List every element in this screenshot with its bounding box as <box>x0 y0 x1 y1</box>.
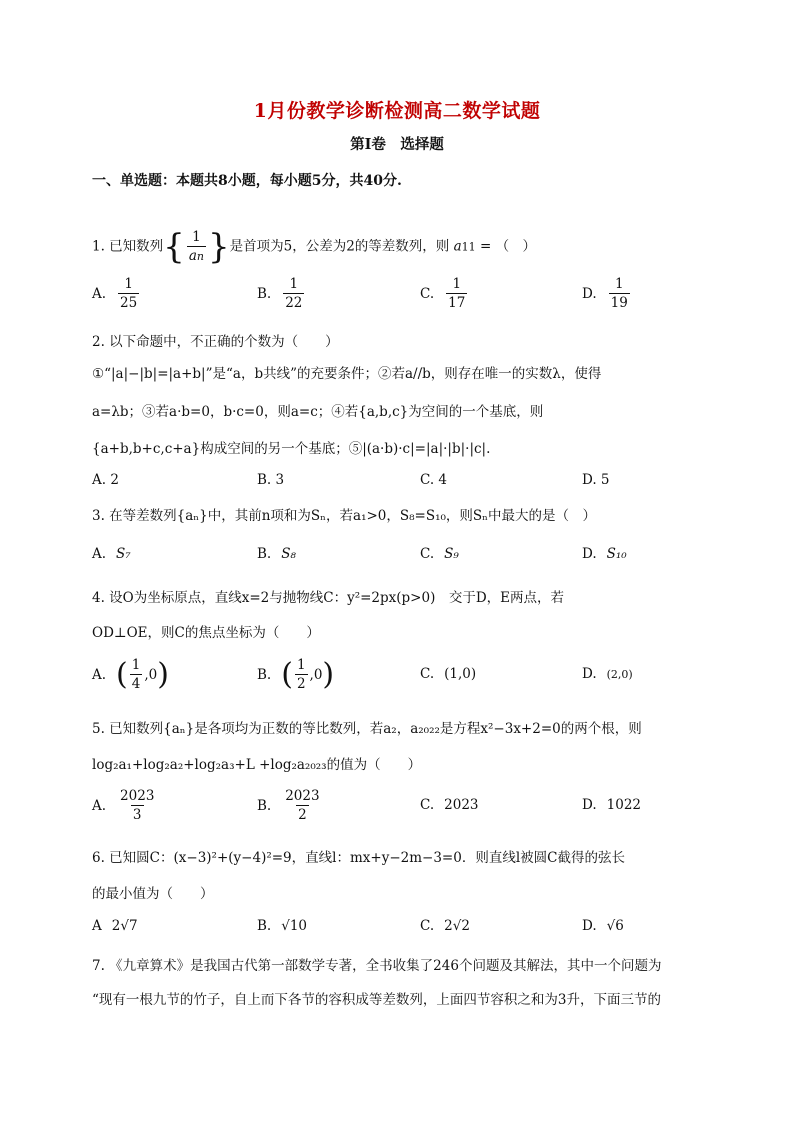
question-6-option-b[interactable]: B. √10 <box>257 918 307 934</box>
question-2-line-2: a=λb；③若a·b=0，b·c=0，则a=c；④若{a,b,c}为空间的一个基底，则 <box>92 404 544 420</box>
question-6-options <box>92 918 732 958</box>
question-4-option-b[interactable]: B. ( $\frac{1}{2}$ ,0 ) <box>257 656 335 692</box>
question-6-option-c[interactable]: C. 2√2 <box>420 918 470 934</box>
question-5-options <box>92 787 732 827</box>
question-4-options <box>92 656 732 696</box>
question-6-line-2: 的最小值为（ ） <box>92 886 214 902</box>
section-heading: 一、单选题：本题共8小题，每小题5分，共40分. <box>92 173 402 189</box>
question-1-option-a[interactable]: A. $\frac{1}{25}$ <box>92 276 138 311</box>
question-7-line-2: “现有一根九节的竹子，自上而下各节的容积成等差数列，上面四节容积之和为3升，下面三节的 <box>92 992 661 1008</box>
question-5-option-d[interactable]: D. 1022 <box>582 797 641 813</box>
question-3-option-b[interactable]: B. S₈ <box>257 546 296 562</box>
question-4-option-a[interactable]: A. ( $\frac{1}{4}$ ,0 ) <box>92 656 169 692</box>
exam-title: 1月份教学诊断检测高二数学试题 <box>253 100 541 122</box>
question-4-line-2: OD⊥OE，则C的焦点坐标为（ ） <box>92 625 320 641</box>
question-5-option-b[interactable]: B. $\frac{2023}{2}$ <box>257 788 320 823</box>
question-4-option-d[interactable]: D. (2,0) <box>582 666 633 682</box>
question-7-line-1: 7. 《九章算术》是我国古代第一部数学专著，全书收集了246个问题及其解法，其中一个问题为 <box>92 958 662 974</box>
question-2-line-1: ①“|a|−|b|=|a+b|”是“a，b共线”的充要条件；②若a//b，则存在唯一的实数λ，使得 <box>92 366 602 382</box>
question-1-option-d[interactable]: D. $\frac{1}{19}$ <box>582 276 628 311</box>
question-2-option-a[interactable]: A. 2 <box>92 472 119 488</box>
question-3-option-c[interactable]: C. S₉ <box>420 546 459 562</box>
question-5-line-1: 5. 已知数列{aₙ}是各项均为正数的等比数列，若a₂，a₂₀₂₂是方程x²−3x+2=0的两个根，则 <box>92 721 642 737</box>
question-3-stem: 3. 在等差数列{aₙ}中，其前n项和为Sₙ，若a₁>0，S₈=S₁₀，则Sₙ中最大的是（ ） <box>92 508 597 524</box>
question-3-option-a[interactable]: A. S₇ <box>92 546 131 562</box>
question-1-options <box>92 275 732 315</box>
question-2-option-c[interactable]: C. 4 <box>420 472 448 488</box>
question-2-option-b[interactable]: B. 3 <box>257 472 285 488</box>
question-1-option-c[interactable]: C. $\frac{1}{17}$ <box>420 276 466 311</box>
question-4-line-1: 4. 设O为坐标原点，直线x=2与抛物线C：y²=2px(p>0) 交于D，E两点，若 <box>92 590 565 606</box>
question-3-options <box>92 546 732 586</box>
question-5-line-2: log₂a₁+log₂a₂+log₂a₃+L +log₂a₂₀₂₃的值为（ ） <box>92 757 422 773</box>
question-6-option-a[interactable]: A 2√7 <box>92 918 138 934</box>
question-4-option-c[interactable]: C. (1,0) <box>420 666 477 682</box>
question-3-option-d[interactable]: D. S₁₀ <box>582 546 627 562</box>
question-2-option-d[interactable]: D. 5 <box>582 472 610 488</box>
question-1-option-b[interactable]: B. $\frac{1}{22}$ <box>257 276 303 311</box>
exam-subtitle: 第I卷 选择题 <box>350 136 444 153</box>
question-1-stem: 1. 已知数列{ $\frac{1}{an}$ }是首项为5，公差为2的等差数列，则 a11 = （ ） <box>92 227 537 267</box>
question-2-stem: 2. 以下命题中，不正确的个数为（ ） <box>92 334 339 350</box>
question-6-option-d[interactable]: D. √6 <box>582 918 624 934</box>
question-6-line-1: 6. 已知圆C：(x−3)²+(y−4)²=9，直线l：mx+y−2m−3=0．则直线l被圆C截得的弦长 <box>92 850 625 866</box>
question-2-line-3: {a+b,b+c,c+a}构成空间的另一个基底；⑤|(a·b)·c|=|a|·|b|·|c|. <box>92 441 491 457</box>
question-5-option-a[interactable]: A. $\frac{2023}{3}$ <box>92 788 155 823</box>
question-5-option-c[interactable]: C. 2023 <box>420 797 479 813</box>
